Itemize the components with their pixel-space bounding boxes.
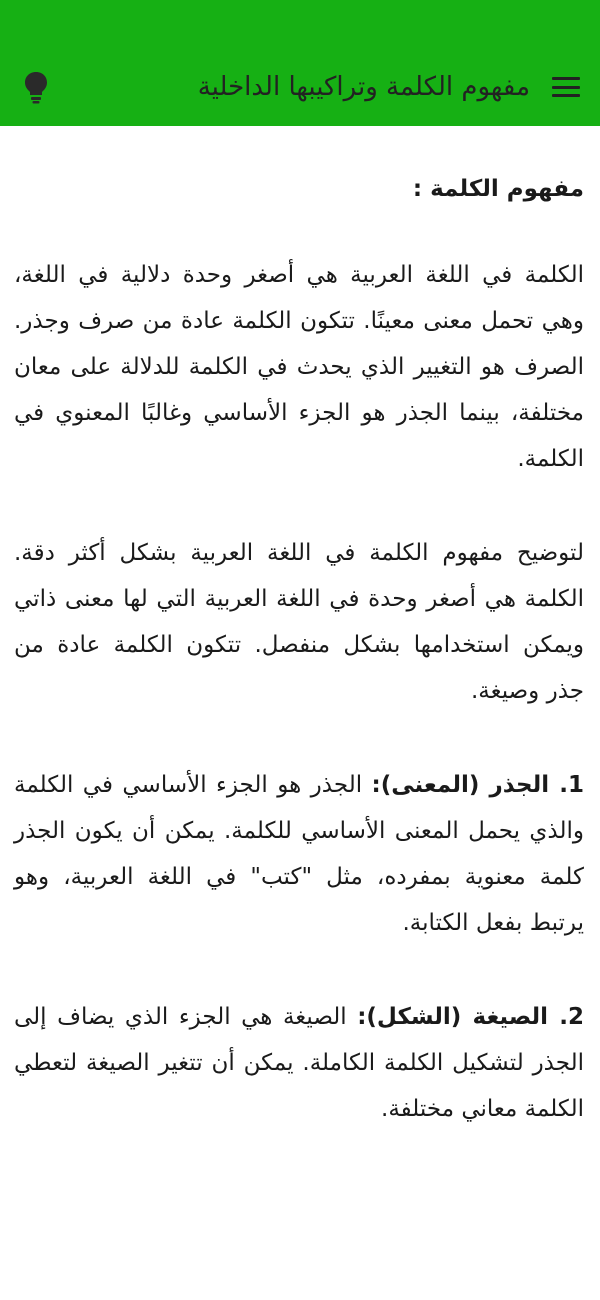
hamburger-menu-icon[interactable] bbox=[552, 75, 580, 99]
list-item-root-label: 1. الجذر (المعنى): bbox=[371, 772, 584, 798]
paragraph-1: الكلمة في اللغة العربية هي أصغر وحدة دلالية في اللغة، وهي تحمل معنى معينًا. تتكون الكلمة عادة من صرف وجذر. الصرف هو التغيير الذي يحدث في الكلمة للدلالة على معان مختلفة، بينما الجذر هو الجزء الأساسي وغالبًا المعنوي في الكلمة. bbox=[14, 262, 584, 472]
lightbulb-icon[interactable] bbox=[22, 70, 50, 104]
list-item-root bbox=[14, 762, 584, 946]
app-bar bbox=[0, 48, 600, 126]
status-bar bbox=[0, 0, 600, 48]
list-item-form-label: 2. الصيغة (الشكل): bbox=[357, 1004, 584, 1030]
list-item-form-text: الصيغة هي الجزء الذي يضاف إلى الجذر لتشكيل الكلمة الكاملة. يمكن أن تتغير الصيغة لتعطي الكلمة معاني مختلفة. bbox=[14, 1004, 584, 1122]
page-title: مفهوم الكلمة وتراكيبها الداخلية bbox=[197, 72, 530, 102]
article-content bbox=[0, 126, 600, 1206]
paragraph-2: لتوضيح مفهوم الكلمة في اللغة العربية بشكل أكثر دقة. الكلمة هي أصغر وحدة في اللغة العربية التي لها معنى ذاتي ويمكن استخدامها بشكل منفصل. تتكون الكلمة عادة من جذر وصيغة. bbox=[14, 540, 584, 704]
section-heading: مفهوم الكلمة : bbox=[412, 176, 584, 202]
list-item-root-text: الجذر هو الجزء الأساسي في الكلمة والذي يحمل المعنى الأساسي للكلمة. يمكن أن يكون الجذر كلمة معنوية بمفرده، مثل "كتب" في اللغة العربية، وهو يرتبط بفعل الكتابة. bbox=[14, 772, 584, 936]
list-item-form bbox=[14, 994, 584, 1132]
bottom-area bbox=[0, 1206, 600, 1300]
